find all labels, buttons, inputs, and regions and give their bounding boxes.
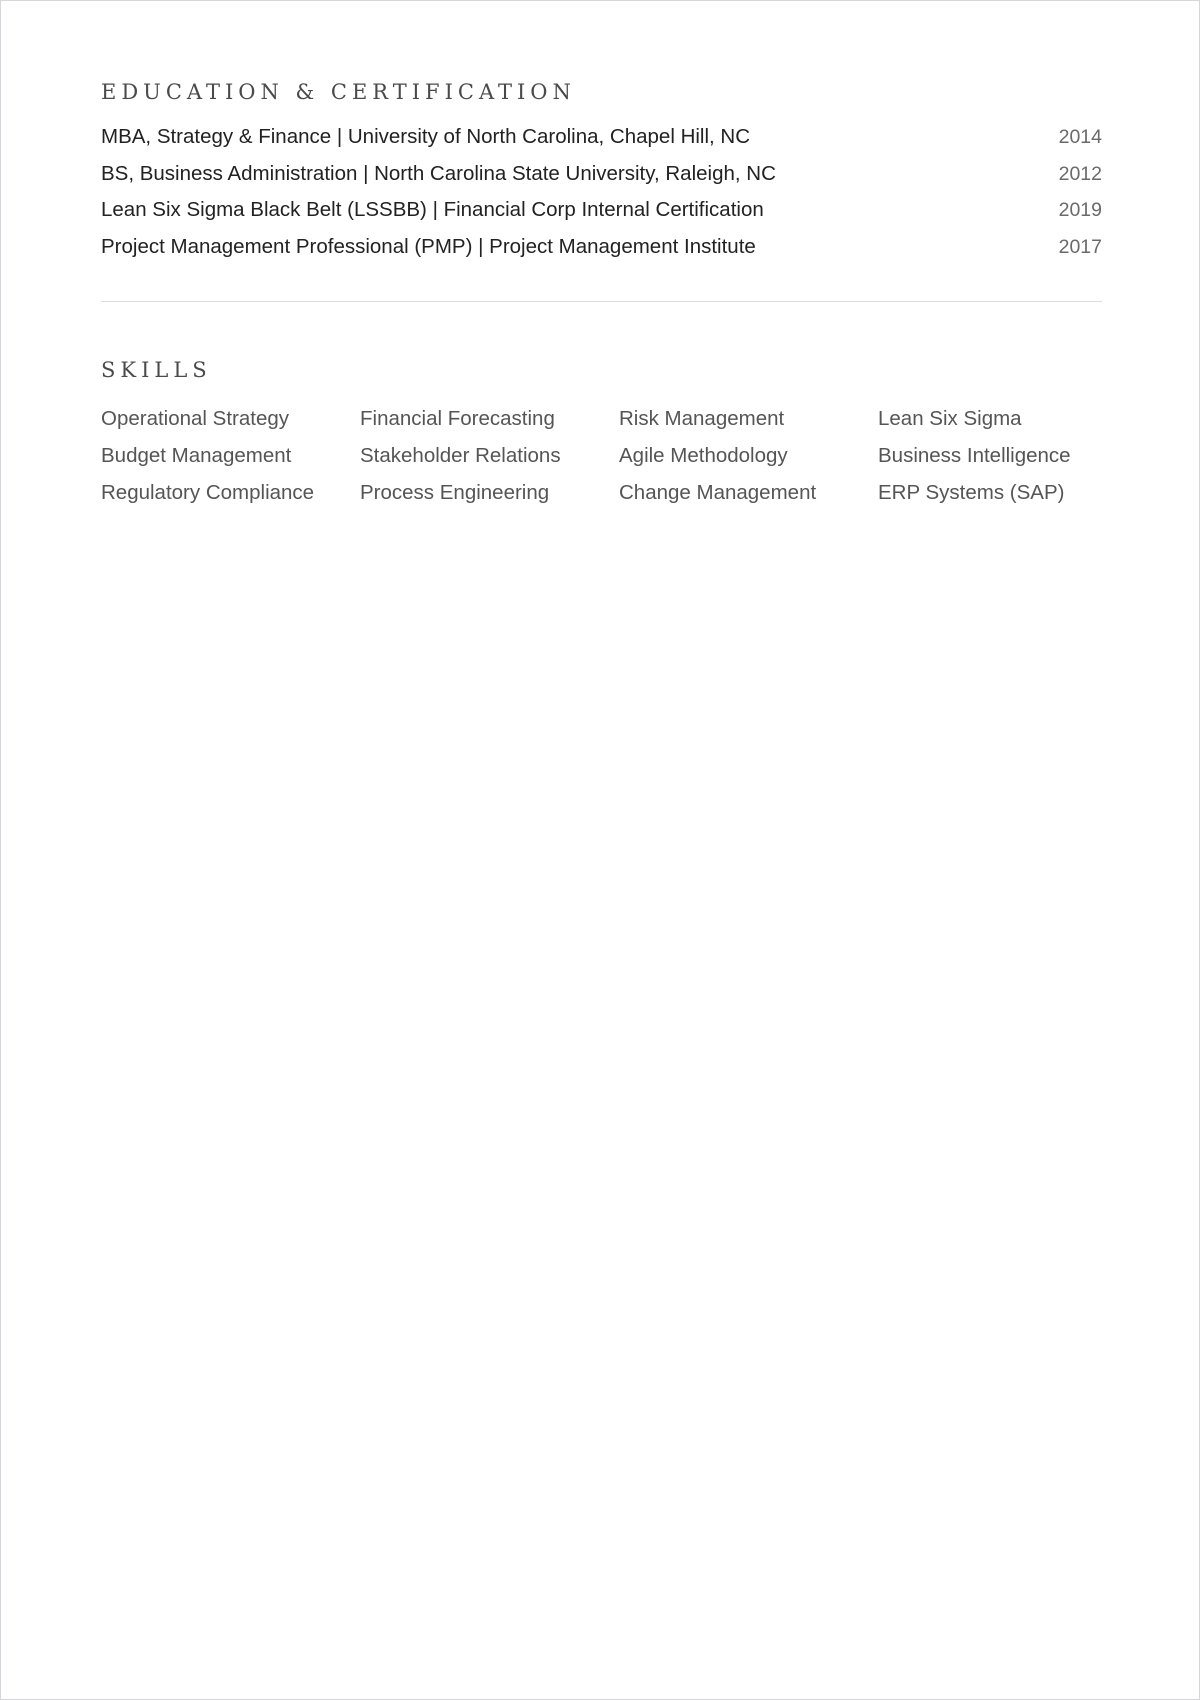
skill-item: Regulatory Compliance	[101, 481, 315, 504]
skill-item: ERP Systems (SAP)	[878, 481, 1065, 504]
section-divider	[101, 301, 1102, 302]
education-item-text: BS, Business Administration | North Carolina State University, Raleigh, NC	[101, 161, 776, 185]
education-item	[101, 162, 1102, 199]
certification-item	[101, 198, 1102, 235]
skill-item: Stakeholder Relations	[360, 444, 561, 467]
skill-item: Budget Management	[101, 444, 292, 467]
education-section	[101, 73, 1102, 271]
skills-grid	[101, 407, 1102, 504]
skill-item: Lean Six Sigma	[878, 407, 1022, 430]
education-list	[101, 125, 1102, 271]
skill-item: Operational Strategy	[101, 407, 290, 430]
certification-item	[101, 235, 1102, 272]
certification-item-year: 2019	[1058, 199, 1102, 221]
skill-item: Business Intelligence	[878, 444, 1071, 467]
education-item	[101, 125, 1102, 162]
skill-item: Risk Management	[619, 407, 785, 430]
education-item-text: MBA, Strategy & Finance | University of North Carolina, Chapel Hill, NC	[101, 125, 751, 148]
skills-heading: SKILLS	[101, 358, 212, 382]
certification-item-text: Lean Six Sigma Black Belt (LSSBB) | Financial Corp Internal Certification	[101, 198, 764, 221]
certification-item-text: Project Management Professional (PMP) | Project Management Institute	[101, 234, 756, 258]
skill-item: Agile Methodology	[619, 444, 788, 467]
skill-item: Change Management	[619, 481, 817, 504]
education-item-year: 2014	[1058, 126, 1102, 148]
education-heading: EDUCATION & CERTIFICATION	[101, 80, 576, 104]
education-item-year: 2012	[1058, 162, 1102, 185]
certification-item-year: 2017	[1058, 235, 1102, 258]
skill-item: Financial Forecasting	[360, 407, 555, 430]
skills-section	[101, 351, 1102, 504]
resume-content	[101, 73, 1102, 504]
skill-item: Process Engineering	[360, 481, 550, 504]
